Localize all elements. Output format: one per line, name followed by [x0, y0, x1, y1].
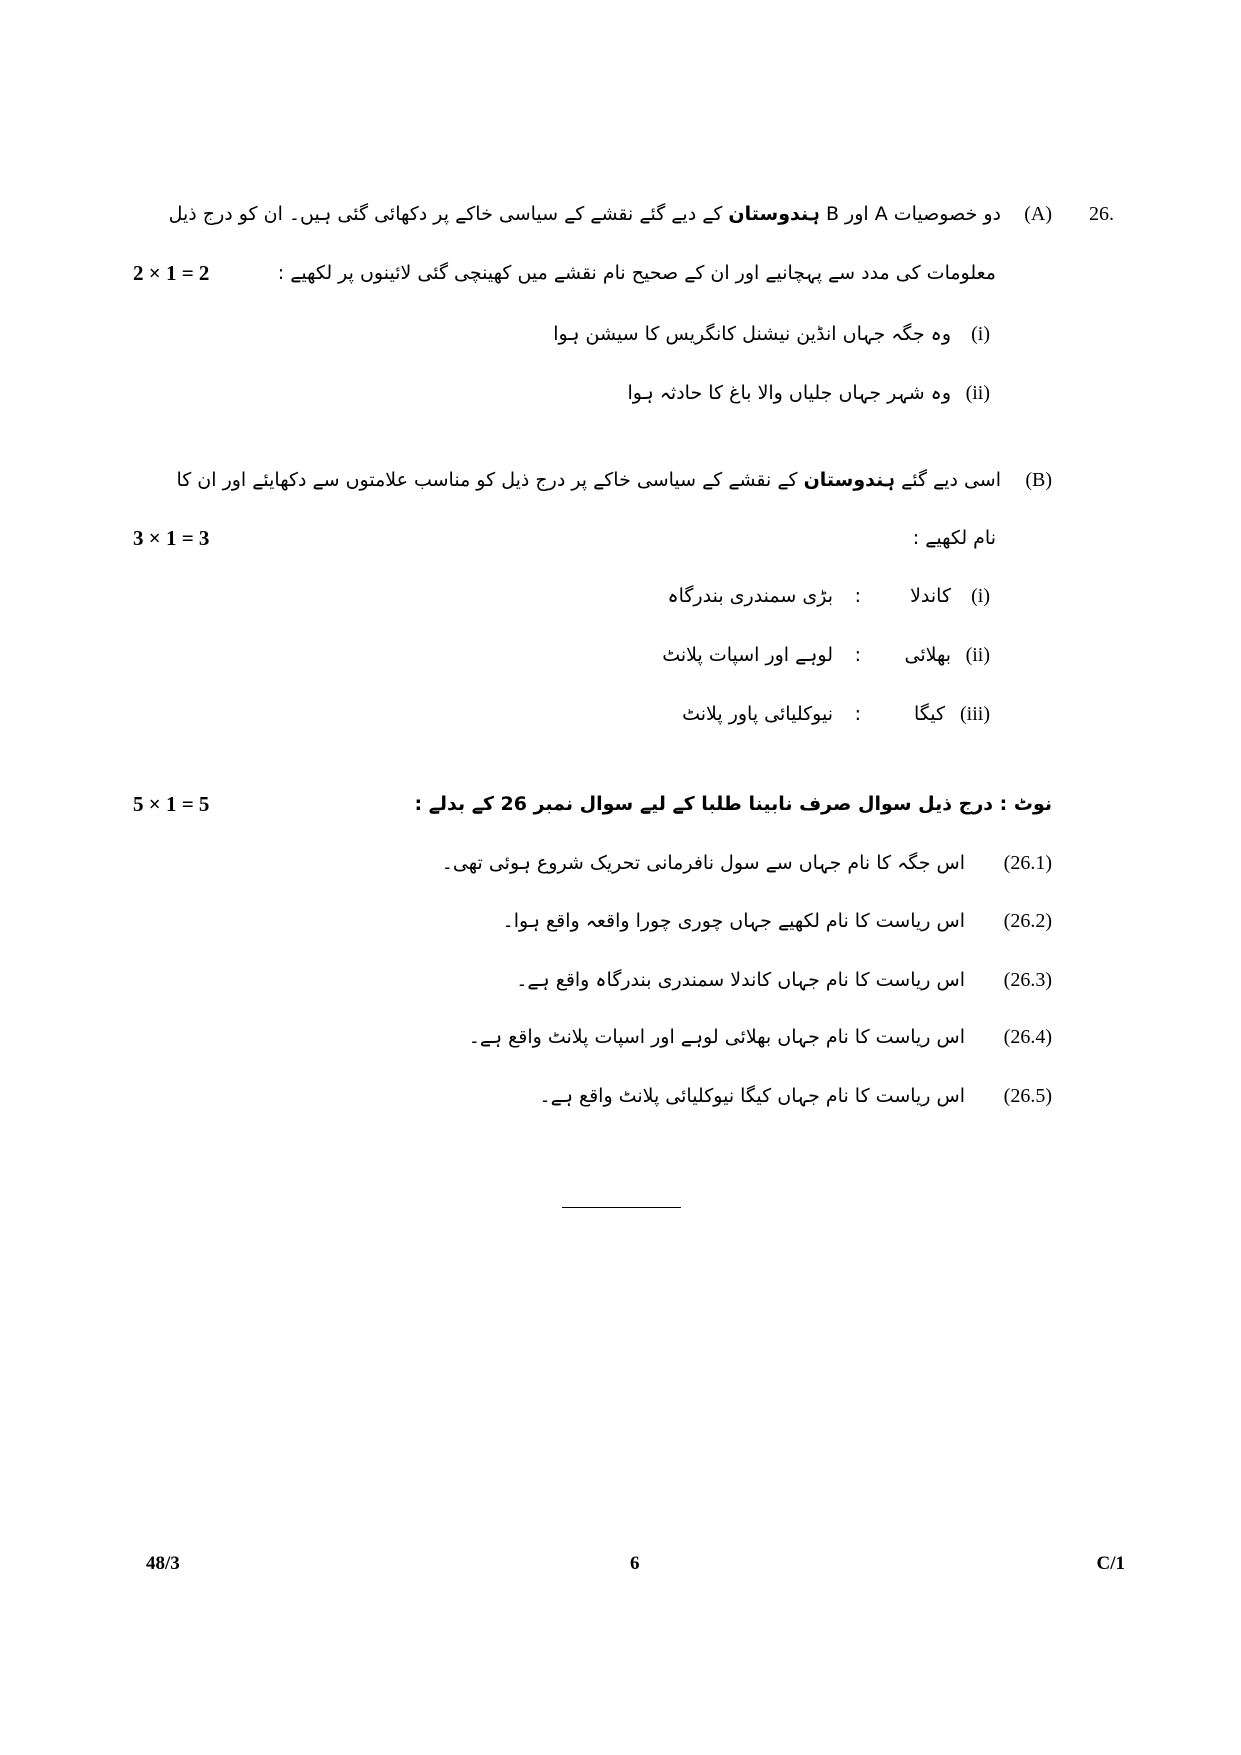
note-item-label: (26.4) — [1003, 1026, 1052, 1048]
part-b-marks: 3 × 1 = 3 — [133, 526, 210, 550]
part-b-line-1-start: اسی دیے گئے — [895, 469, 1001, 491]
note-item-text: اس ریاست کا نام جہاں کیگا نیوکلیائی پلانٹ واقع ہے۔ — [539, 1085, 965, 1107]
question-number: 26. — [1089, 203, 1114, 225]
end-rule — [562, 1207, 681, 1208]
part-a-line-2: معلومات کی مدد سے پہچانیے اور ان کے صحیح نام نقشے میں کھینچی گئی لائینوں پر لکھیے : — [277, 262, 996, 284]
part-a-line-1-bold: ہندوستان — [728, 203, 820, 225]
part-a-line-1-end: کے دیے گئے نقشے کے سیاسی خاکے پر دکھائی گئی ہیں۔ ان کو درج ذیل — [168, 203, 729, 225]
part-b-line-1-end: کے نقشے کے سیاسی خاکے پر درج ذیل کو مناسب علامتوں سے دکھایئے اور ان کا — [176, 469, 804, 491]
part-a-item-text: وہ جگہ جہاں انڈین نیشنل کانگریس کا سیشن ہوا — [553, 323, 951, 345]
part-a-item-text: وہ شہر جہاں جلیاں والا باغ کا حادثہ ہوا — [627, 382, 951, 404]
note-item-label: (26.1) — [1003, 852, 1052, 874]
part-b-label: (B) — [1025, 469, 1052, 491]
note-item-label: (26.2) — [1003, 910, 1052, 932]
part-a-label: (A) — [1024, 203, 1052, 225]
part-a-item-label: (ii) — [965, 382, 990, 404]
part-b-item-term: بھلائی — [904, 644, 951, 666]
note-item-text: اس ریاست کا نام لکھیے جہاں چوری چورا واقعہ واقع ہوا۔ — [502, 910, 965, 932]
footer-paper-code: 48/3 — [146, 1553, 180, 1574]
part-a-marks: 2 × 1 = 2 — [133, 261, 210, 285]
note-heading: نوٹ : درج ذیل سوال صرف نابینا طلبا کے لیے سوال نمبر 26 کے بدلے : — [414, 793, 1052, 815]
note-item-text: اس ریاست کا نام جہاں بھلائی لوہے اور اسپات پلانٹ واقع ہے۔ — [468, 1026, 965, 1048]
part-b-item-term: کاندلا — [910, 585, 951, 607]
part-a-line-1 — [169, 200, 1001, 228]
part-b-item-separator: : — [854, 644, 861, 666]
note-marks: 5 × 1 = 5 — [133, 792, 210, 816]
note-item-text: اس ریاست کا نام جہاں کاندلا سمندری بندرگاہ واقع ہے۔ — [516, 969, 965, 991]
part-b-item-desc: نیوکلیائی پاور پلانٹ — [682, 703, 833, 725]
part-b-line-1 — [176, 466, 1001, 494]
part-b-item-desc: بڑی سمندری بندرگاہ — [667, 585, 833, 607]
note-item-label: (26.3) — [1003, 969, 1052, 991]
part-b-item-separator: : — [854, 703, 861, 725]
part-b-line-1-bold: ہندوستان — [803, 469, 896, 491]
part-b-item-label: (i) — [971, 585, 990, 607]
part-a-item-label: (i) — [971, 323, 990, 345]
part-b-item-label: (iii) — [960, 703, 990, 725]
part-b-item-separator: : — [854, 585, 861, 607]
part-b-item-desc: لوہے اور اسپات پلانٹ — [662, 644, 833, 666]
part-b-line-2: نام لکھیے : — [912, 527, 996, 549]
footer-page-number: 6 — [630, 1553, 640, 1574]
part-b-item-term: کیگا — [913, 703, 945, 725]
part-a-line-1-start: دو خصوصیات A اور B — [819, 203, 1001, 225]
note-item-text: اس جگہ کا نام جہاں سے سول نافرمانی تحریک شروع ہوئی تھی۔ — [441, 852, 965, 874]
note-item-label: (26.5) — [1003, 1085, 1052, 1107]
part-b-item-label: (ii) — [965, 644, 990, 666]
footer-set-code: C/1 — [1096, 1553, 1125, 1574]
